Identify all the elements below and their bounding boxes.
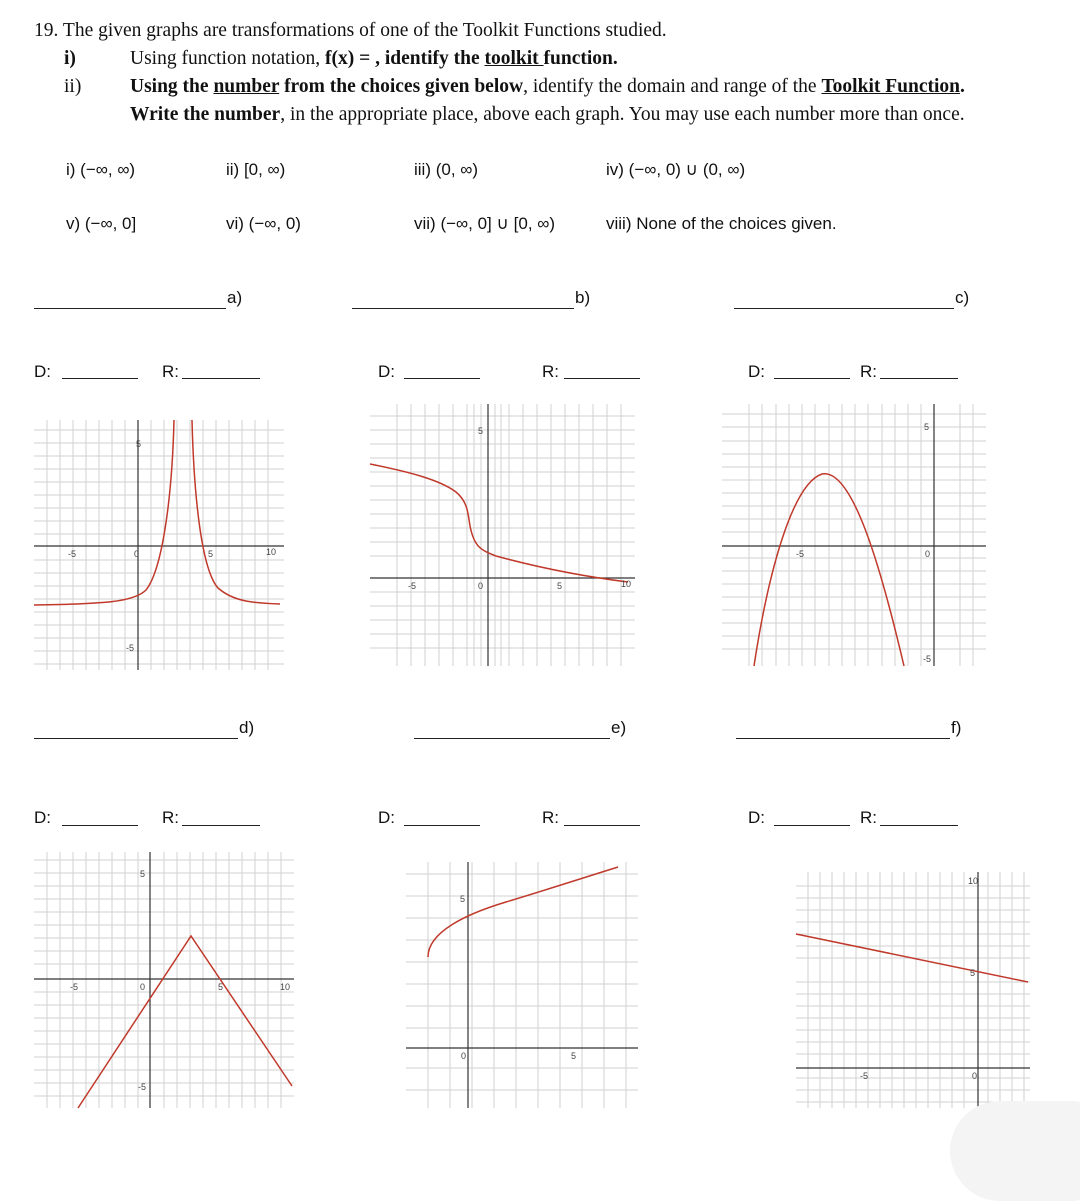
function-blank-f[interactable] [736,738,950,739]
question-number: 19. [34,20,59,41]
graph-d-tick-x4: 10 [280,982,291,992]
graph-d-tick-x1: -5 [70,982,79,992]
graph-b-tick-x3: 5 [557,581,563,591]
graph-d-curve [78,936,292,1108]
graph-d-grid [34,852,294,1108]
graph-label-c: c) [955,288,970,307]
range-blank-f[interactable] [880,825,958,826]
graph-a-tick-x4: 10 [266,547,277,557]
graph-a [34,420,284,670]
function-blank-e[interactable] [414,738,610,739]
part-i-text: Using function notation, f(x) = , identify the toolkit function. [130,48,618,69]
graph-a-tick-x2: 0 [134,549,140,559]
domain-label-c: D: [748,362,765,381]
range-label-f: R: [860,808,877,827]
graph-c-tick-x2: 0 [925,549,931,559]
graph-b-curve [370,464,628,582]
range-blank-c[interactable] [880,378,958,379]
graph-b-tick-x4: 10 [621,579,632,589]
graph-e-grid [406,862,638,1108]
page-corner-shade [950,1101,1080,1201]
question-intro [34,20,667,42]
graph-c-tick-x1: -5 [796,549,805,559]
graph-e-tick-x2: 5 [571,1051,577,1061]
graph-d-tick-y1: 5 [140,869,146,879]
graph-a-curve-right [192,420,280,604]
domain-blank-f[interactable] [774,825,850,826]
graph-b-tick-x2: 0 [478,581,484,591]
graph-f-tick-y1: 10 [968,876,979,886]
graph-b-tick-y1: 5 [478,426,484,436]
graph-c [722,404,986,666]
choice-i: i) (−∞, ∞) [66,160,136,179]
domain-blank-c[interactable] [774,378,850,379]
range-blank-d[interactable] [182,825,260,826]
part-ii-text-line2: Write the number, in the appropriate place, above each graph. You may use each number more than once. [130,104,965,125]
domain-label-b: D: [378,362,395,381]
choice-iii: iii) (0, ∞) [414,160,479,179]
domain-label-d: D: [34,808,51,827]
graph-d-tick-y2: -5 [138,1082,147,1092]
range-label-b: R: [542,362,559,381]
graph-d-tick-x3: 5 [218,982,224,992]
domain-blank-d[interactable] [62,825,138,826]
choice-ii: ii) [0, ∞) [226,160,286,179]
graph-a-grid [34,420,284,670]
graph-f-tick-y2: 5 [970,968,976,978]
graph-d-tick-x2: 0 [140,982,146,992]
choice-viii: viii) None of the choices given. [606,214,837,233]
graph-a-curve-left [34,420,174,605]
graph-f-tick-x1: -5 [860,1071,869,1081]
function-blank-c[interactable] [734,308,954,309]
range-blank-b[interactable] [564,378,640,379]
function-blank-b[interactable] [352,308,574,309]
graph-b-tick-x1: -5 [408,581,417,591]
range-blank-e[interactable] [564,825,640,826]
range-label-a: R: [162,362,179,381]
graph-f [796,872,1030,1108]
part-ii-text: Using the number from the choices given below, identify the domain and range of the Toolkit Function. [130,76,965,97]
graph-f-grid [796,872,1030,1108]
graph-a-tick-y2: -5 [126,643,135,653]
part-i-marker: i) [64,48,76,69]
graph-e-tick-y1: 5 [460,894,466,904]
graph-b-grid [370,404,635,666]
graph-c-grid [722,404,986,666]
choice-v: v) (−∞, 0] [66,214,137,233]
choice-vii: vii) (−∞, 0] ∪ [0, ∞) [414,214,556,233]
graph-label-d: d) [239,718,255,737]
choice-vi: vi) (−∞, 0) [226,214,301,233]
graph-a-tick-y1: 5 [136,439,142,449]
domain-label-a: D: [34,362,51,381]
graph-f-tick-x2: 0 [972,1071,978,1081]
domain-blank-e[interactable] [404,825,480,826]
graph-e-curve [428,867,618,957]
graph-label-f: f) [951,718,962,737]
choice-iv: iv) (−∞, 0) ∪ (0, ∞) [606,160,746,179]
domain-blank-b[interactable] [404,378,480,379]
range-label-d: R: [162,808,179,827]
graph-c-tick-y2: -5 [923,654,932,664]
graph-c-tick-y1: 5 [924,422,930,432]
function-blank-a[interactable] [34,308,226,309]
graph-label-e: e) [611,718,627,737]
domain-blank-a[interactable] [62,378,138,379]
function-blank-d[interactable] [34,738,238,739]
range-label-e: R: [542,808,559,827]
graph-d [34,852,294,1108]
graph-label-b: b) [575,288,591,307]
graph-e [406,862,638,1108]
graph-a-tick-x1: -5 [68,549,77,559]
question-intro-text: The given graphs are transformations of one of the Toolkit Functions studied. [62,20,667,41]
graph-label-a: a) [227,288,243,307]
graph-a-tick-x3: 5 [208,549,214,559]
graph-e-tick-x1: 0 [461,1051,467,1061]
part-ii-marker: ii) [64,76,82,97]
range-blank-a[interactable] [182,378,260,379]
domain-label-e: D: [378,808,395,827]
graph-b [370,404,635,666]
domain-label-f: D: [748,808,765,827]
range-label-c: R: [860,362,877,381]
